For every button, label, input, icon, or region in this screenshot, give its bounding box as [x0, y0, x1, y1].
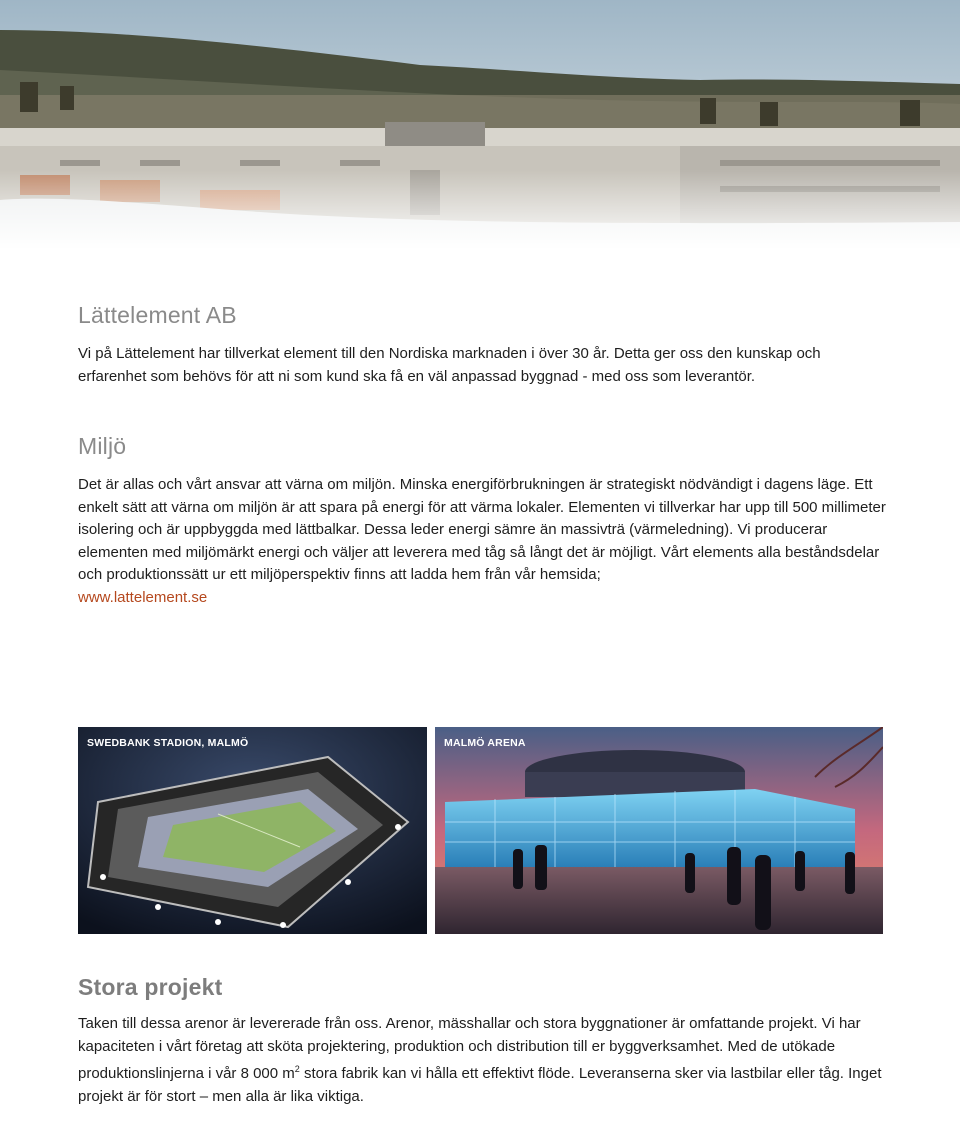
superscript-two: 2: [294, 1064, 300, 1075]
projects-title: Stora projekt: [78, 974, 223, 1000]
arena-photo: [435, 727, 883, 934]
projects-section: [78, 974, 888, 1108]
projects-paragraph: [78, 1013, 888, 1108]
environment-body: Det är allas och vårt ansvar att värna om miljön. Minska energiförbrukningen är strategiskt nödvändigt i dagens läge. Ett enkelt sätt att värna om miljön är att spara på energi för att värma lokaler. Elementen vi tillverkar har upp till 500 millimeter isolering och är uppbyggda med lättbalkar. Dessa leder energi sämre än massivträ (värmeledning). Vi producerar elementen med miljömärkt energi och väljer att leverera med tåg så långt det är möjligt. Vårt elements alla beståndsdelar och produktionssätt ur ett miljöperspektiv finns att ladda hem från vår hemsida;: [78, 476, 886, 584]
factory-hero-image: [0, 0, 960, 250]
intro-section: [78, 302, 888, 388]
arena-caption: MALMÖ ARENA: [444, 737, 526, 749]
projects-body-end: stora fabrik kan vi hålla ett effektivt flöde. Leveranserna sker via lastbilar eller tåg. Inget projekt är för stort – men alla är lika viktiga.: [78, 1065, 882, 1105]
stadium-caption: SWEDBANK STADION, MALMÖ: [87, 737, 249, 749]
environment-title: Miljö: [78, 433, 127, 459]
stadium-photo: [78, 727, 427, 934]
projects-body-start: Taken till dessa arenor är levererade från oss. Arenor, mässhallar och stora byggnationer är omfattande projekt. Vi har kapaciteten i vårt företag att sköta projektering, produktion och distribution till er byggverksamhet. Med de utökade produktionslinjerna i vår 8 000 m: [78, 1015, 861, 1083]
website-link[interactable]: www.lattelement.se: [78, 588, 208, 606]
environment-paragraph: [78, 474, 888, 610]
intro-title: Lättelement AB: [78, 302, 237, 328]
environment-section: [78, 433, 888, 610]
intro-body: Vi på Lättelement har tillverkat element till den Nordiska marknaden i över 30 år. Detta ger oss den kunskap och erfarenhet som behövs för att ni som kund ska få en väl anpassad byggnad - med oss som leverantör.: [78, 345, 821, 385]
